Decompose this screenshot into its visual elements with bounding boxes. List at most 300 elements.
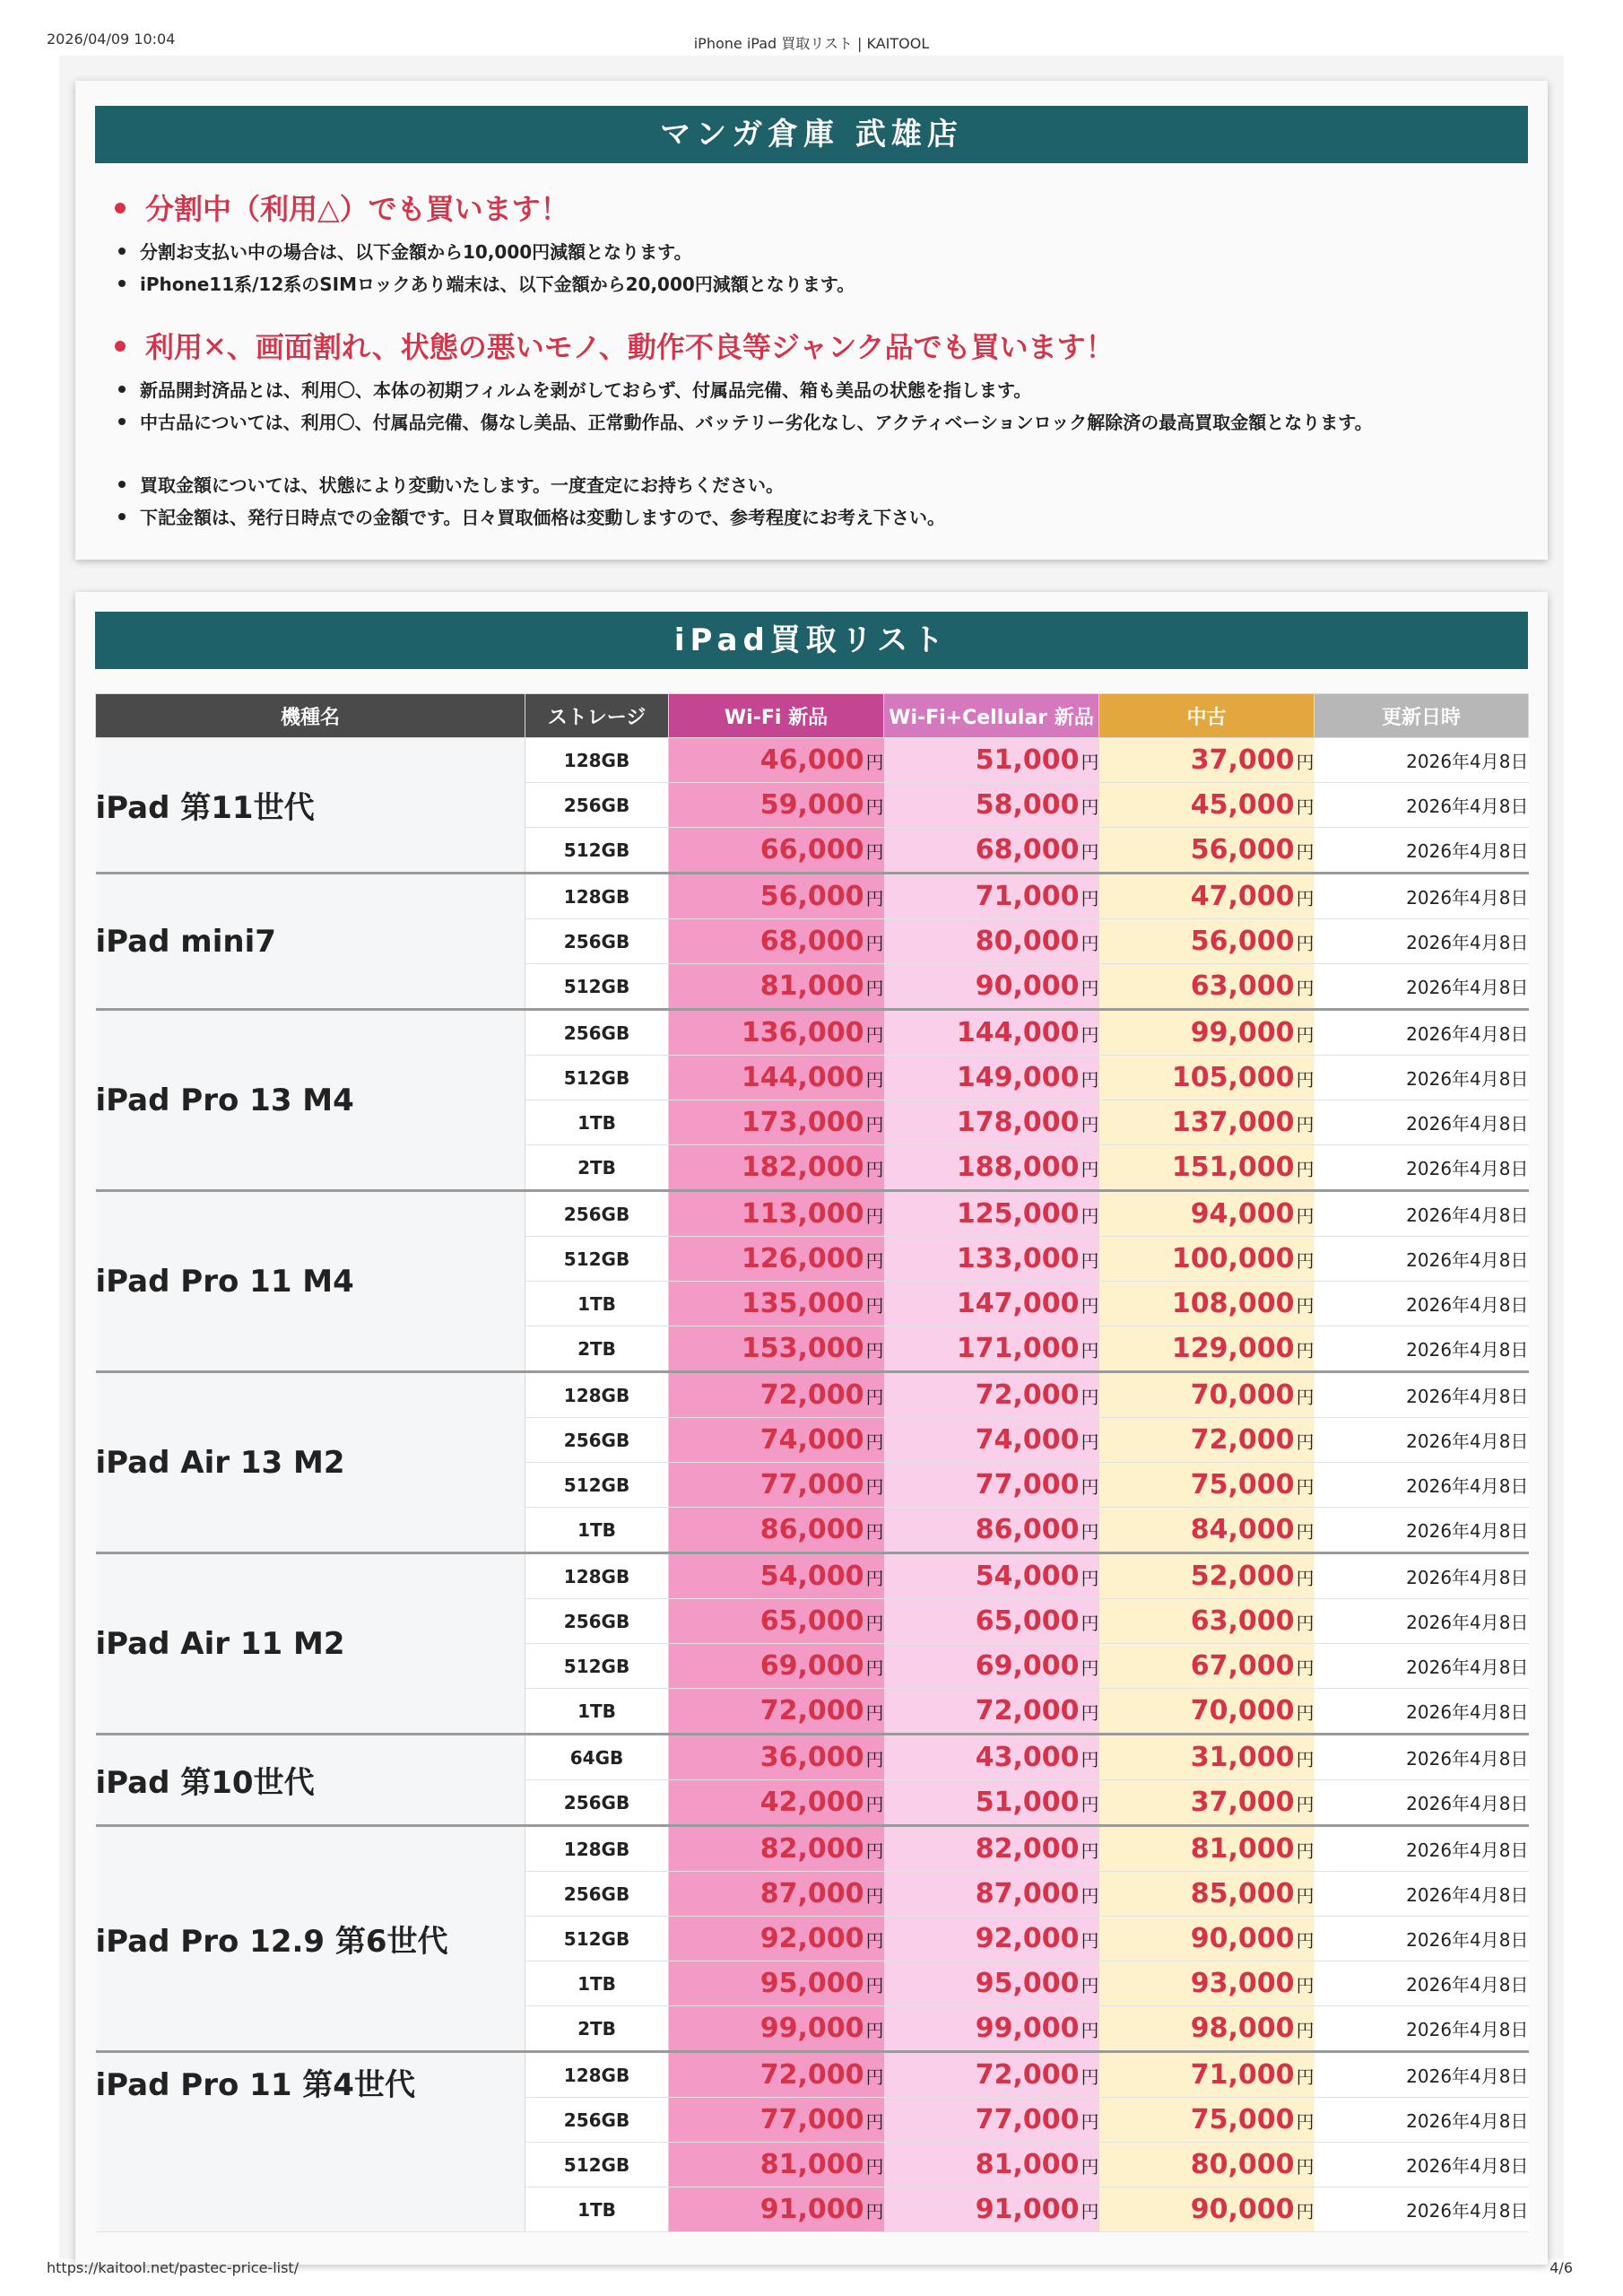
yen-unit: 円 xyxy=(1296,1840,1315,1862)
used-price: 105,000 円 xyxy=(1099,1056,1315,1100)
storage-cell: 1TB xyxy=(525,1961,669,2006)
storage-cell: 256GB xyxy=(525,1191,669,1237)
yen-unit: 円 xyxy=(865,1749,884,1770)
used-price: 100,000 円 xyxy=(1099,1237,1315,1282)
storage-cell: 512GB xyxy=(525,2143,669,2187)
col-wifi-new: Wi-Fi 新品 xyxy=(669,694,884,738)
storage-cell: 256GB xyxy=(525,1010,669,1056)
cellular-new-price: 69,000 円 xyxy=(884,1644,1099,1689)
yen-unit: 円 xyxy=(865,1205,884,1227)
note-item: iPhone11系/12系のSIMロックあり端末は、以下金額から20,000円減額となります。 xyxy=(118,271,1526,298)
updated-date: 2026年4月8日 xyxy=(1315,1508,1529,1553)
yen-unit: 円 xyxy=(1081,1613,1099,1634)
note-item: 中古品については、利用〇、付属品完備、傷なし美品、正常動作品、バッテリー劣化なし、アクティベーションロック解除済の最高買取金額となります。 xyxy=(118,409,1548,436)
yen-unit: 円 xyxy=(1296,1159,1315,1180)
yen-unit: 円 xyxy=(1296,1657,1315,1679)
red-bullet-icon xyxy=(115,203,126,213)
ipad-list-banner: iPad買取リスト xyxy=(95,612,1528,669)
yen-unit: 円 xyxy=(1296,1975,1315,1996)
storage-cell: 128GB xyxy=(525,874,669,919)
used-price: 67,000 円 xyxy=(1099,1644,1315,1689)
model-name: iPad Pro 11 M4 xyxy=(96,1191,525,1372)
yen-unit: 円 xyxy=(1296,1431,1315,1453)
yen-unit: 円 xyxy=(1081,2066,1099,2088)
used-price: 75,000 円 xyxy=(1099,2098,1315,2143)
yen-unit: 円 xyxy=(865,1431,884,1453)
updated-date: 2026年4月8日 xyxy=(1315,919,1529,964)
col-model: 機種名 xyxy=(96,694,525,738)
updated-date: 2026年4月8日 xyxy=(1315,1191,1529,1237)
yen-unit: 円 xyxy=(865,2156,884,2178)
cellular-new-price: 72,000 円 xyxy=(884,1372,1099,1418)
storage-cell: 512GB xyxy=(525,1463,669,1508)
updated-date: 2026年4月8日 xyxy=(1315,1326,1529,1372)
storage-cell: 2TB xyxy=(525,1145,669,1191)
yen-unit: 円 xyxy=(1296,933,1315,954)
used-price: 47,000 円 xyxy=(1099,874,1315,919)
yen-unit: 円 xyxy=(865,1930,884,1952)
cellular-new-price: 77,000 円 xyxy=(884,2098,1099,2143)
updated-date: 2026年4月8日 xyxy=(1315,1689,1529,1735)
model-name: iPad 第11世代 xyxy=(96,738,525,874)
wifi-new-price: 91,000 円 xyxy=(669,2187,884,2232)
yen-unit: 円 xyxy=(865,1250,884,1272)
table-header-row xyxy=(96,694,1529,738)
cellular-new-price: 65,000 円 xyxy=(884,1599,1099,1644)
used-price: 90,000 円 xyxy=(1099,1917,1315,1961)
yen-unit: 円 xyxy=(865,1840,884,1862)
yen-unit: 円 xyxy=(1296,841,1315,863)
updated-date: 2026年4月8日 xyxy=(1315,1145,1529,1191)
cellular-new-price: 171,000 円 xyxy=(884,1326,1099,1372)
red-bullet-icon xyxy=(115,341,126,352)
ipad-list-card xyxy=(75,592,1548,2265)
table-row xyxy=(96,1191,1529,1237)
yen-unit: 円 xyxy=(865,1387,884,1408)
yen-unit: 円 xyxy=(865,2111,884,2133)
used-price: 37,000 円 xyxy=(1099,1780,1315,1826)
used-price: 108,000 円 xyxy=(1099,1282,1315,1326)
updated-date: 2026年4月8日 xyxy=(1315,2143,1529,2187)
updated-date: 2026年4月8日 xyxy=(1315,783,1529,828)
table-row xyxy=(96,738,1529,783)
used-price: 80,000 円 xyxy=(1099,2143,1315,2187)
updated-date: 2026年4月8日 xyxy=(1315,1599,1529,1644)
yen-unit: 円 xyxy=(1296,1250,1315,1272)
yen-unit: 円 xyxy=(865,1885,884,1907)
wifi-new-price: 66,000 円 xyxy=(669,828,884,874)
yen-unit: 円 xyxy=(1081,2156,1099,2178)
storage-cell: 256GB xyxy=(525,783,669,828)
yen-unit: 円 xyxy=(1081,1476,1099,1498)
yen-unit: 円 xyxy=(1296,2111,1315,2133)
wifi-new-price: 54,000 円 xyxy=(669,1553,884,1599)
wifi-new-price: 36,000 円 xyxy=(669,1735,884,1780)
yen-unit: 円 xyxy=(865,2201,884,2222)
wifi-new-price: 46,000 円 xyxy=(669,738,884,783)
yen-unit: 円 xyxy=(1081,2020,1099,2041)
yen-unit: 円 xyxy=(1081,1885,1099,1907)
storage-cell: 128GB xyxy=(525,1372,669,1418)
yen-unit: 円 xyxy=(1296,1568,1315,1589)
used-price: 85,000 円 xyxy=(1099,1872,1315,1917)
wifi-new-price: 74,000 円 xyxy=(669,1418,884,1463)
yen-unit: 円 xyxy=(1296,1069,1315,1091)
yen-unit: 円 xyxy=(1081,1568,1099,1589)
model-name: iPad Pro 12.9 第6世代 xyxy=(96,1826,525,2052)
wifi-new-price: 72,000 円 xyxy=(669,2052,884,2098)
yen-unit: 円 xyxy=(1081,796,1099,818)
yen-unit: 円 xyxy=(865,933,884,954)
yen-unit: 円 xyxy=(865,1340,884,1361)
yen-unit: 円 xyxy=(1081,1340,1099,1361)
wifi-new-price: 77,000 円 xyxy=(669,1463,884,1508)
wifi-new-price: 69,000 円 xyxy=(669,1644,884,1689)
yen-unit: 円 xyxy=(1081,1975,1099,1996)
cellular-new-price: 92,000 円 xyxy=(884,1917,1099,1961)
used-price: 129,000 円 xyxy=(1099,1326,1315,1372)
yen-unit: 円 xyxy=(1296,1885,1315,1907)
yen-unit: 円 xyxy=(865,978,884,999)
storage-cell: 1TB xyxy=(525,1508,669,1553)
yen-unit: 円 xyxy=(1296,1476,1315,1498)
wifi-new-price: 42,000 円 xyxy=(669,1780,884,1826)
yen-unit: 円 xyxy=(1296,1295,1315,1317)
cellular-new-price: 72,000 円 xyxy=(884,1689,1099,1735)
yen-unit: 円 xyxy=(1296,2066,1315,2088)
yen-unit: 円 xyxy=(1081,888,1099,909)
yen-unit: 円 xyxy=(865,888,884,909)
updated-date: 2026年4月8日 xyxy=(1315,1644,1529,1689)
yen-unit: 円 xyxy=(865,1521,884,1543)
cellular-new-price: 58,000 円 xyxy=(884,783,1099,828)
print-footer xyxy=(0,2259,1623,2281)
col-used: 中古 xyxy=(1099,694,1315,738)
yen-unit: 円 xyxy=(865,1024,884,1046)
yen-unit: 円 xyxy=(1081,841,1099,863)
cellular-new-price: 71,000 円 xyxy=(884,874,1099,919)
cellular-new-price: 72,000 円 xyxy=(884,2052,1099,2098)
wifi-new-price: 72,000 円 xyxy=(669,1689,884,1735)
yen-unit: 円 xyxy=(865,1476,884,1498)
storage-cell: 128GB xyxy=(525,2052,669,2098)
yen-unit: 円 xyxy=(1081,1024,1099,1046)
yen-unit: 円 xyxy=(865,752,884,773)
cellular-new-price: 87,000 円 xyxy=(884,1872,1099,1917)
storage-cell: 256GB xyxy=(525,1599,669,1644)
yen-unit: 円 xyxy=(1296,752,1315,773)
storage-cell: 2TB xyxy=(525,2006,669,2052)
yen-unit: 円 xyxy=(1081,2111,1099,2133)
used-price: 81,000 円 xyxy=(1099,1826,1315,1872)
yen-unit: 円 xyxy=(865,1114,884,1135)
yen-unit: 円 xyxy=(1296,1387,1315,1408)
cellular-new-price: 77,000 円 xyxy=(884,1463,1099,1508)
storage-cell: 512GB xyxy=(525,828,669,874)
cellular-new-price: 81,000 円 xyxy=(884,2143,1099,2187)
wifi-new-price: 136,000 円 xyxy=(669,1010,884,1056)
cellular-new-price: 91,000 円 xyxy=(884,2187,1099,2232)
used-price: 137,000 円 xyxy=(1099,1100,1315,1145)
wifi-new-price: 92,000 円 xyxy=(669,1917,884,1961)
updated-date: 2026年4月8日 xyxy=(1315,964,1529,1010)
table-row xyxy=(96,1735,1529,1780)
wifi-new-price: 113,000 円 xyxy=(669,1191,884,1237)
storage-cell: 512GB xyxy=(525,1056,669,1100)
ipad-price-table xyxy=(95,693,1529,2232)
yen-unit: 円 xyxy=(1081,1521,1099,1543)
yen-unit: 円 xyxy=(1081,2201,1099,2222)
updated-date: 2026年4月8日 xyxy=(1315,2187,1529,2232)
print-page-number: 4/6 xyxy=(1549,2259,1573,2276)
updated-date: 2026年4月8日 xyxy=(1315,1372,1529,1418)
cellular-new-price: 95,000 円 xyxy=(884,1961,1099,2006)
used-price: 84,000 円 xyxy=(1099,1508,1315,1553)
updated-date: 2026年4月8日 xyxy=(1315,1735,1529,1780)
bullet-icon xyxy=(118,513,126,520)
wifi-new-price: 87,000 円 xyxy=(669,1872,884,1917)
wifi-new-price: 99,000 円 xyxy=(669,2006,884,2052)
model-name: iPad 第10世代 xyxy=(96,1735,525,1826)
storage-cell: 128GB xyxy=(525,1826,669,1872)
cellular-new-price: 54,000 円 xyxy=(884,1553,1099,1599)
wifi-new-price: 86,000 円 xyxy=(669,1508,884,1553)
storage-cell: 256GB xyxy=(525,2098,669,2143)
yen-unit: 円 xyxy=(1296,2020,1315,2041)
table-row xyxy=(96,1553,1529,1599)
updated-date: 2026年4月8日 xyxy=(1315,1961,1529,2006)
used-price: 63,000 円 xyxy=(1099,1599,1315,1644)
bullet-icon xyxy=(118,280,126,287)
table-row xyxy=(96,1826,1529,1872)
used-price: 37,000 円 xyxy=(1099,738,1315,783)
cellular-new-price: 51,000 円 xyxy=(884,738,1099,783)
yen-unit: 円 xyxy=(1296,1702,1315,1724)
updated-date: 2026年4月8日 xyxy=(1315,1418,1529,1463)
note-item: 買取金額については、状態により変動いたします。一度査定にお持ちください。 xyxy=(118,472,1526,499)
store-notice-card xyxy=(75,81,1548,560)
yen-unit: 円 xyxy=(1296,1340,1315,1361)
yen-unit: 円 xyxy=(1296,1114,1315,1135)
wifi-new-price: 182,000 円 xyxy=(669,1145,884,1191)
bullet-icon xyxy=(118,481,126,488)
wifi-new-price: 153,000 円 xyxy=(669,1326,884,1372)
table-row xyxy=(96,1010,1529,1056)
price-table-body xyxy=(96,738,1529,2232)
used-price: 72,000 円 xyxy=(1099,1418,1315,1463)
updated-date: 2026年4月8日 xyxy=(1315,1463,1529,1508)
print-header xyxy=(0,30,1623,52)
updated-date: 2026年4月8日 xyxy=(1315,2006,1529,2052)
wifi-new-price: 59,000 円 xyxy=(669,783,884,828)
updated-date: 2026年4月8日 xyxy=(1315,874,1529,919)
print-title: iPhone iPad 買取リスト | KAITOOL xyxy=(693,35,930,52)
wifi-new-price: 81,000 円 xyxy=(669,2143,884,2187)
yen-unit: 円 xyxy=(865,1069,884,1091)
cellular-new-price: 125,000 円 xyxy=(884,1191,1099,1237)
updated-date: 2026年4月8日 xyxy=(1315,1282,1529,1326)
note-item: 下記金額は、発行日時点での金額です。日々買取価格は変動しますので、参考程度にお考え下さい。 xyxy=(118,504,1526,531)
yen-unit: 円 xyxy=(1296,1794,1315,1815)
wifi-new-price: 173,000 円 xyxy=(669,1100,884,1145)
storage-cell: 1TB xyxy=(525,2187,669,2232)
used-price: 56,000 円 xyxy=(1099,828,1315,874)
used-price: 70,000 円 xyxy=(1099,1372,1315,1418)
updated-date: 2026年4月8日 xyxy=(1315,1872,1529,1917)
table-row xyxy=(96,2052,1529,2098)
cellular-new-price: 149,000 円 xyxy=(884,1056,1099,1100)
cellular-new-price: 90,000 円 xyxy=(884,964,1099,1010)
yen-unit: 円 xyxy=(1081,1114,1099,1135)
bullet-icon xyxy=(118,418,126,425)
storage-cell: 128GB xyxy=(525,738,669,783)
yen-unit: 円 xyxy=(1296,1613,1315,1634)
cellular-new-price: 144,000 円 xyxy=(884,1010,1099,1056)
cellular-new-price: 178,000 円 xyxy=(884,1100,1099,1145)
yen-unit: 円 xyxy=(1296,1205,1315,1227)
yen-unit: 円 xyxy=(1081,1840,1099,1862)
yen-unit: 円 xyxy=(1081,1657,1099,1679)
yen-unit: 円 xyxy=(1296,2201,1315,2222)
used-price: 99,000 円 xyxy=(1099,1010,1315,1056)
cellular-new-price: 68,000 円 xyxy=(884,828,1099,874)
print-datetime: 2026/04/09 10:04 xyxy=(47,30,176,48)
model-name: iPad Pro 11 第4世代 xyxy=(96,2052,525,2232)
yen-unit: 円 xyxy=(1081,1205,1099,1227)
yen-unit: 円 xyxy=(1296,978,1315,999)
cellular-new-price: 147,000 円 xyxy=(884,1282,1099,1326)
yen-unit: 円 xyxy=(1081,1702,1099,1724)
yen-unit: 円 xyxy=(865,1975,884,1996)
wifi-new-price: 95,000 円 xyxy=(669,1961,884,2006)
yen-unit: 円 xyxy=(1081,933,1099,954)
used-price: 93,000 円 xyxy=(1099,1961,1315,2006)
junk-heading xyxy=(115,325,1115,366)
col-cellular-new: Wi-Fi+Cellular 新品 xyxy=(884,694,1099,738)
storage-cell: 512GB xyxy=(525,1644,669,1689)
updated-date: 2026年4月8日 xyxy=(1315,2098,1529,2143)
storage-cell: 1TB xyxy=(525,1100,669,1145)
yen-unit: 円 xyxy=(1296,1024,1315,1046)
model-name: iPad mini7 xyxy=(96,874,525,1010)
used-price: 56,000 円 xyxy=(1099,919,1315,964)
table-row xyxy=(96,1372,1529,1418)
installment-heading xyxy=(115,187,569,228)
note-item: 新品開封済品とは、利用〇、本体の初期フィルムを剥がしておらず、付属品完備、箱も美品の状態を指します。 xyxy=(118,377,1526,404)
model-name: iPad Air 13 M2 xyxy=(96,1372,525,1553)
cellular-new-price: 188,000 円 xyxy=(884,1145,1099,1191)
updated-date: 2026年4月8日 xyxy=(1315,1826,1529,1872)
yen-unit: 円 xyxy=(1296,888,1315,909)
yen-unit: 円 xyxy=(1296,1930,1315,1952)
cellular-new-price: 80,000 円 xyxy=(884,919,1099,964)
yen-unit: 円 xyxy=(1081,1749,1099,1770)
col-updated: 更新日時 xyxy=(1315,694,1529,738)
yen-unit: 円 xyxy=(865,2020,884,2041)
used-price: 63,000 円 xyxy=(1099,964,1315,1010)
model-name: iPad Air 11 M2 xyxy=(96,1553,525,1735)
updated-date: 2026年4月8日 xyxy=(1315,1237,1529,1282)
storage-cell: 256GB xyxy=(525,1780,669,1826)
table-row xyxy=(96,874,1529,919)
used-price: 52,000 円 xyxy=(1099,1553,1315,1599)
used-price: 31,000 円 xyxy=(1099,1735,1315,1780)
yen-unit: 円 xyxy=(1296,1749,1315,1770)
store-name-banner: マンガ倉庫 武雄店 xyxy=(95,106,1528,163)
updated-date: 2026年4月8日 xyxy=(1315,2052,1529,2098)
used-price: 75,000 円 xyxy=(1099,1463,1315,1508)
yen-unit: 円 xyxy=(865,841,884,863)
yen-unit: 円 xyxy=(1296,796,1315,818)
used-price: 98,000 円 xyxy=(1099,2006,1315,2052)
used-price: 90,000 円 xyxy=(1099,2187,1315,2232)
cellular-new-price: 43,000 円 xyxy=(884,1735,1099,1780)
yen-unit: 円 xyxy=(865,1613,884,1634)
yen-unit: 円 xyxy=(865,1159,884,1180)
storage-cell: 1TB xyxy=(525,1282,669,1326)
yen-unit: 円 xyxy=(1296,2156,1315,2178)
storage-cell: 256GB xyxy=(525,1872,669,1917)
updated-date: 2026年4月8日 xyxy=(1315,738,1529,783)
model-name: iPad Pro 13 M4 xyxy=(96,1010,525,1191)
yen-unit: 円 xyxy=(1081,1250,1099,1272)
cellular-new-price: 99,000 円 xyxy=(884,2006,1099,2052)
yen-unit: 円 xyxy=(1081,1295,1099,1317)
storage-cell: 256GB xyxy=(525,1418,669,1463)
yen-unit: 円 xyxy=(1081,978,1099,999)
yen-unit: 円 xyxy=(865,2066,884,2088)
storage-cell: 1TB xyxy=(525,1689,669,1735)
cellular-new-price: 86,000 円 xyxy=(884,1508,1099,1553)
updated-date: 2026年4月8日 xyxy=(1315,828,1529,874)
used-price: 70,000 円 xyxy=(1099,1689,1315,1735)
storage-cell: 512GB xyxy=(525,964,669,1010)
wifi-new-price: 56,000 円 xyxy=(669,874,884,919)
updated-date: 2026年4月8日 xyxy=(1315,1917,1529,1961)
updated-date: 2026年4月8日 xyxy=(1315,1010,1529,1056)
junk-heading-text: 利用✕、画面割れ、状態の悪いモノ、動作不良等ジャンク品でも買います！ xyxy=(145,330,1115,364)
yen-unit: 円 xyxy=(865,1702,884,1724)
used-price: 71,000 円 xyxy=(1099,2052,1315,2098)
wifi-new-price: 126,000 円 xyxy=(669,1237,884,1282)
storage-cell: 256GB xyxy=(525,919,669,964)
yen-unit: 円 xyxy=(1081,1930,1099,1952)
wifi-new-price: 72,000 円 xyxy=(669,1372,884,1418)
wifi-new-price: 82,000 円 xyxy=(669,1826,884,1872)
used-price: 45,000 円 xyxy=(1099,783,1315,828)
storage-cell: 64GB xyxy=(525,1735,669,1780)
used-price: 151,000 円 xyxy=(1099,1145,1315,1191)
storage-cell: 2TB xyxy=(525,1326,669,1372)
yen-unit: 円 xyxy=(1081,1159,1099,1180)
yen-unit: 円 xyxy=(1081,1069,1099,1091)
bullet-icon xyxy=(118,248,126,255)
yen-unit: 円 xyxy=(1296,1521,1315,1543)
cellular-new-price: 74,000 円 xyxy=(884,1418,1099,1463)
wifi-new-price: 135,000 円 xyxy=(669,1282,884,1326)
yen-unit: 円 xyxy=(1081,1794,1099,1815)
yen-unit: 円 xyxy=(865,796,884,818)
note-item: 分割お支払い中の場合は、以下金額から10,000円減額となります。 xyxy=(118,239,1526,265)
cellular-new-price: 51,000 円 xyxy=(884,1780,1099,1826)
updated-date: 2026年4月8日 xyxy=(1315,1056,1529,1100)
installment-heading-text: 分割中（利用△）でも買います！ xyxy=(145,192,569,226)
storage-cell: 512GB xyxy=(525,1237,669,1282)
updated-date: 2026年4月8日 xyxy=(1315,1553,1529,1599)
used-price: 94,000 円 xyxy=(1099,1191,1315,1237)
wifi-new-price: 81,000 円 xyxy=(669,964,884,1010)
yen-unit: 円 xyxy=(1081,1387,1099,1408)
